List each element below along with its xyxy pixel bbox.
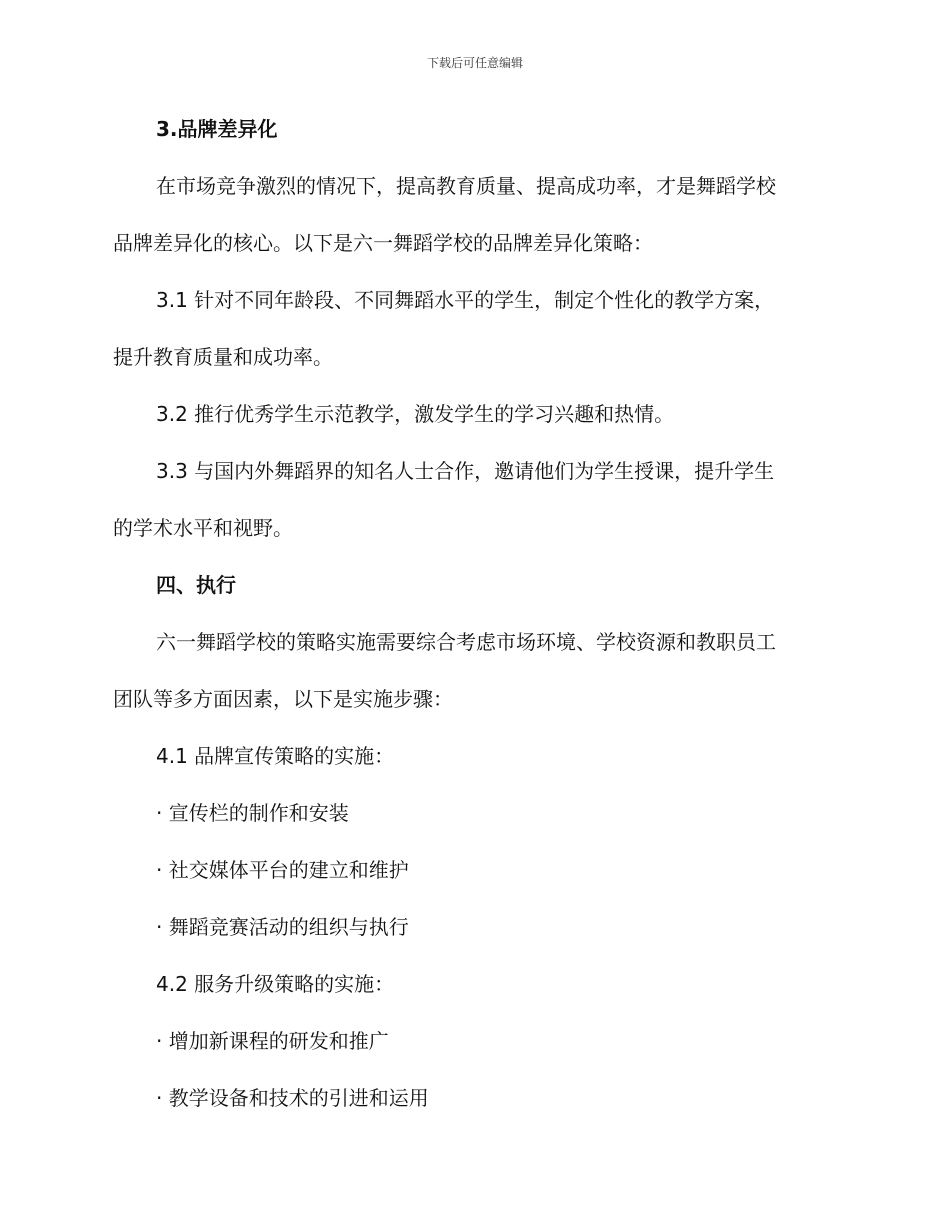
document-body <box>113 110 838 1117</box>
paragraph-1-line-2: 品牌差异化的核心。以下是六一舞蹈学校的品牌差异化策略： <box>113 231 653 255</box>
bullet-4-1-a: · 宣传栏的制作和安装 <box>156 801 349 825</box>
bullet-4-2-b: · 教学设备和技术的引进和运用 <box>156 1086 429 1110</box>
item-3-3-line-1: 3.3 与国内外舞蹈界的知名人士合作，邀请他们为学生授课，提升学生 <box>156 459 775 483</box>
paragraph-2-line-2: 团队等多方面因素，以下是实施步骤： <box>113 687 453 711</box>
paragraph-1-line-1: 在市场竞争激烈的情况下，提高教育质量、提高成功率，才是舞蹈学校 <box>156 174 776 198</box>
bullet-4-1-c: · 舞蹈竞赛活动的组织与执行 <box>156 915 409 939</box>
section-4-heading: 四、执行 <box>156 573 236 597</box>
bullet-4-1-b: · 社交媒体平台的建立和维护 <box>156 858 409 882</box>
item-3-1-line-2: 提升教育质量和成功率。 <box>113 345 333 369</box>
section-3-heading: 3.品牌差异化 <box>156 117 278 141</box>
header-note: 下载后可任意编辑 <box>426 56 523 70</box>
item-4-2: 4.2 服务升级策略的实施： <box>156 972 395 996</box>
item-4-1: 4.1 品牌宣传策略的实施： <box>156 744 395 768</box>
item-3-1-line-1: 3.1 针对不同年龄段、不同舞蹈水平的学生，制定个性化的教学方案， <box>156 288 775 312</box>
item-3-3-line-2: 的学术水平和视野。 <box>113 516 293 540</box>
bullet-4-2-a: · 增加新课程的研发和推广 <box>156 1029 389 1053</box>
item-3-2: 3.2 推行优秀学生示范教学，激发学生的学习兴趣和热情。 <box>156 402 675 426</box>
paragraph-2-line-1: 六一舞蹈学校的策略实施需要综合考虑市场环境、学校资源和教职员工 <box>156 630 776 654</box>
